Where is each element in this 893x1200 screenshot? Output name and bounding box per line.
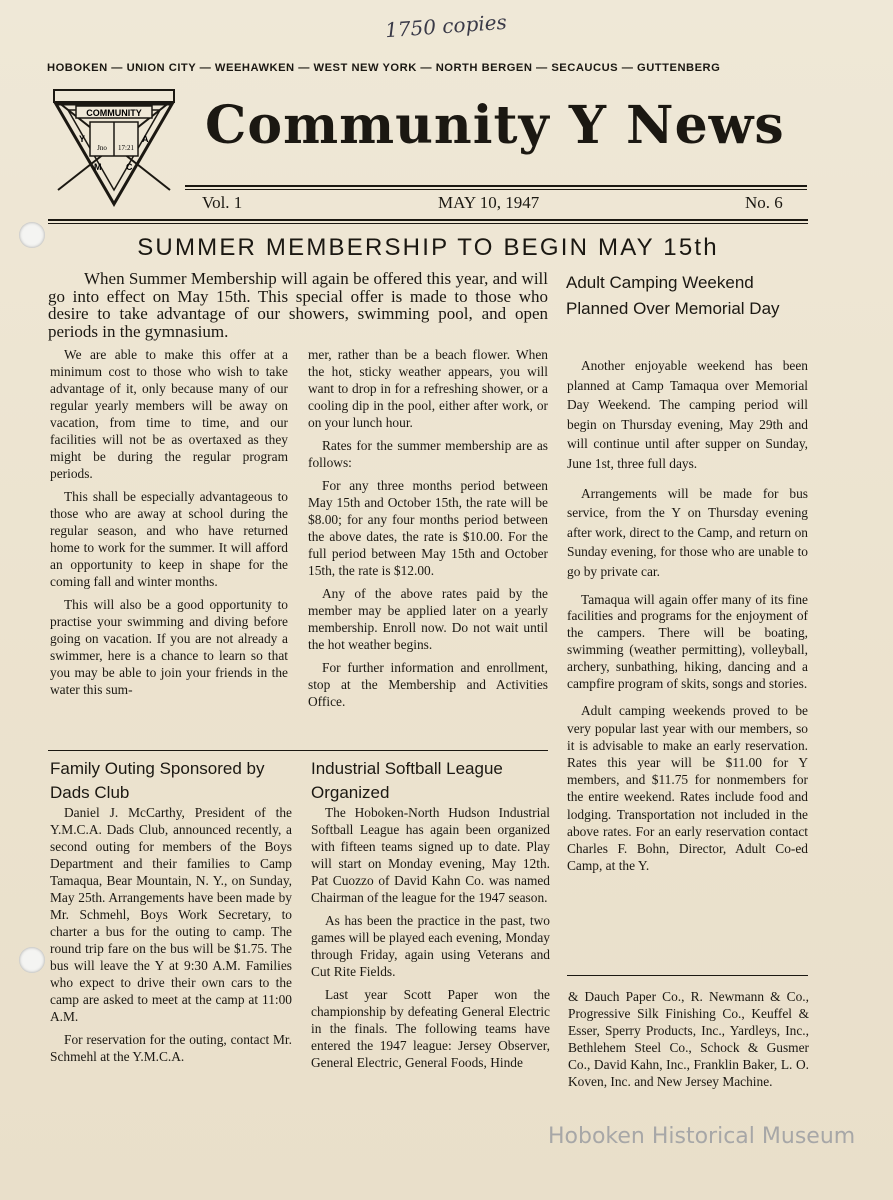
membership-paragraph: For further information and enrollment, stop at the Membership and Activities Office.: [308, 660, 548, 709]
logo-book-right: 17:21: [118, 144, 134, 152]
camping-divider: [567, 975, 808, 976]
punch-hole-top: [19, 222, 45, 248]
issue-number: No. 6: [745, 193, 783, 212]
issue-date: MAY 10, 1947: [438, 193, 540, 212]
camping-paragraph: Tamaqua will again offer many of its fine facilities and programs for the enjoyment of the campers. There will be boating, swimming (weather permitting), volleyball, archery, sunbathing, hiking, dancing and a campfire program of skits, songs and stories.: [567, 591, 808, 691]
family-outing-paragraph: For reservation for the outing, contact Mr. Schmehl at the Y.M.C.A.: [50, 1032, 292, 1064]
masthead-rule-top: [185, 185, 807, 187]
handwritten-note: 1750 copies: [384, 9, 508, 43]
punch-hole-bottom: [19, 947, 45, 973]
membership-paragraph: For any three months period between May 15th and October 15th, the rate will be $8.00; for any four months period between the above dates, the rate is $10.00. For the full period between May 15th and October 15th, the rate is $12.00.: [308, 478, 548, 578]
family-outing-paragraph: Daniel J. McCarthy, President of the Y.M.C.A. Dads Club, announced recently, a second outing for members of the Boys Department and their families to Camp Tamaqua, Bear Mountain, N. Y., on Sunday, May 25th. Arrangements have been made by Mr. Schmehl, Boys Work Secretary, to charter a bus for the outing to camp. The round trip fare on the bus will be $1.75. The bus will leave the Y at 9:30 A.M. Families who expect to drive their own cars to the camp are asked to meet at the camp at 11:00 A.M.: [50, 805, 292, 1024]
membership-paragraph: mer, rather than be a beach flower. When the hot, sticky weather appears, you will want to drop in for a refreshing shower, or a cooling dip in the pool, either after work, or on your lunch hour.: [308, 347, 548, 430]
membership-paragraph: We are able to make this offer at a minimum cost to those who wish to take advantage of it, only because many of our regular yearly members will be away on vacation, from time to time, and our facilities will not be as overtaxed as they might be during the regular program periods.: [50, 347, 288, 481]
logo-letter-m: M: [94, 162, 102, 172]
headline-rule-thin: [48, 223, 808, 224]
logo-letter-c: C: [126, 162, 133, 172]
lead-paragraph: When Summer Membership will again be offered this year, and will go into effect on May 15th. This special offer is made to those who desire to take advantage of our showers, swimming pool, and open periods in the gymnasium.: [48, 269, 548, 341]
main-headline: SUMMER MEMBERSHIP TO BEGIN MAY 15th: [137, 234, 719, 261]
membership-column-2: [308, 346, 548, 716]
ymca-triangle-logo: [52, 80, 176, 210]
camping-paragraph: Adult camping weekends proved to be very popular last year with our members, so it is advisable to make an early reservation. Rates this year will be $11.00 for Y members, and $11.75 for nonmembers for the entire weekend. Rates include food and lodging. Transportation not included in the above rates. For an early reservation contact Charles F. Bohn, Director, Adult Co-ed Camp, at the Y.: [567, 703, 808, 874]
volume: Vol. 1: [202, 193, 243, 212]
camping-headline: Adult Camping Weekend Planned Over Memorial Day: [566, 273, 780, 318]
softball-headline: Industrial Softball League Organized: [311, 759, 503, 802]
headline-rule: [48, 219, 808, 221]
softball-paragraph: The Hoboken-North Hudson Industrial Softball League has again been organized with fifteen teams signed up to date. Play will start on Monday evening, May 12th. Pat Cuozzo of David Kahn Co. was named Chairman of the league for the 1947 season.: [311, 805, 550, 905]
softball-column: [311, 804, 550, 1077]
masthead-title: Community Y News: [205, 95, 785, 156]
softball-paragraph: As has been the practice in the past, two games will be played each evening, Monday through Friday, again using Veterans and Cut Rite Fields.: [311, 913, 550, 979]
masthead-rule-top-thin: [185, 189, 807, 190]
section-divider: [48, 750, 548, 751]
membership-paragraph: Rates for the summer membership are as follows:: [308, 438, 548, 470]
camping-paragraph: Another enjoyable weekend has been planned at Camp Tamaqua over Memorial Day Weekend. The camping period will begin on Thursday evening, May 29th and will continue until after supper on Sunday, June 1st, three full days.: [567, 358, 808, 471]
camping-paragraph: Arrangements will be made for bus service, from the Y on Thursday evening after work, direct to the Camp, and return on Sunday evening, for those who are unable to go by private car.: [567, 485, 808, 579]
family-outing-column: [50, 804, 292, 1071]
camping-column: [567, 356, 808, 880]
membership-paragraph: This shall be especially advantageous to those who are away at school during the regular season, and who have returned home to work for the summer. It will afford an opportunity to keep in shape for the coming fall and winter months.: [50, 489, 288, 589]
softball-continued-column: [568, 988, 809, 1096]
logo-letter-y: Y: [79, 134, 86, 144]
museum-watermark: Hoboken Historical Museum: [548, 1124, 856, 1149]
logo-letter-a: A: [142, 134, 149, 144]
membership-paragraph: Any of the above rates paid by the member may be applied later on a yearly membership. Enroll now. Do not wait until the hot weather begins.: [308, 586, 548, 652]
membership-paragraph: This will also be a good opportunity to practise your swimming and diving before going on vacation. If you are not already a swimmer, here is a chance to learn so that you may be able to join your friends in the water this sum-: [50, 597, 288, 697]
logo-banner-text: COMMUNITY: [86, 108, 142, 118]
towns-line: HOBOKEN — UNION CITY — WEEHAWKEN — WEST NEW YORK — NORTH BERGEN — SECAUCUS — GUTTENBERG: [47, 62, 721, 74]
family-outing-headline: Family Outing Sponsored by Dads Club: [50, 759, 265, 802]
softball-paragraph: Last year Scott Paper won the championship by defeating General Electric in the finals. The following teams have entered the 1947 league: Jersey Observer, General Electric, General Foods, Hinde: [311, 987, 550, 1070]
softball-teams-continued: & Dauch Paper Co., R. Newmann & Co., Progressive Silk Finishing Co., Keuffel & Esser, Sperry Products, Inc., Yardleys, Inc., Bethlehem Steel Co., Schock & Gusmer Co., David Kahn, Inc., Franklin Baker, L. O. Koven, Inc. and New Jersey Machine.: [568, 989, 809, 1089]
membership-column-1: [50, 346, 288, 704]
logo-book-left: Jno: [97, 144, 107, 152]
